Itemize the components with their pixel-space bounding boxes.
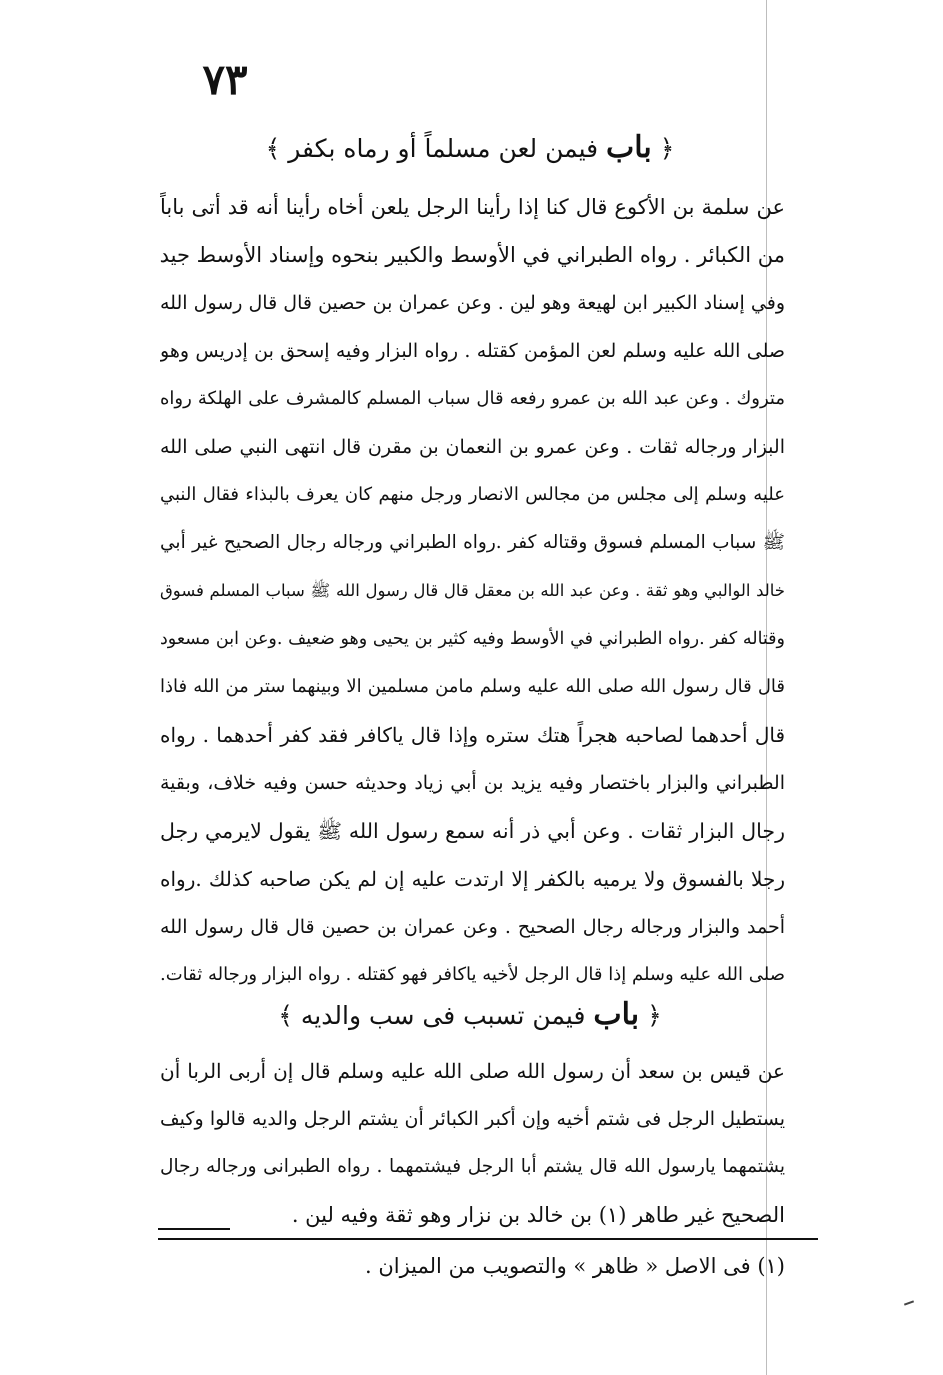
page-number: ٧٣ (202, 55, 248, 104)
heading-title: فيمن تسبب فى سب والديه (300, 1001, 586, 1030)
text-line: عن قيس بن سعد أن رسول الله صلى الله عليه وسلم قال إن أربى الربا أن (160, 1059, 785, 1083)
text-line: عليه وسلم إلى مجلس من مجالس الانصار ورجل منهم كان يعرف بالبذاء فقال النبي (160, 484, 785, 505)
text-line: متروك . وعن عبد الله بن عمرو رفعه قال سباب المسلم كالمشرف على الهلكة رواه (160, 388, 785, 409)
text-line: رجلا بالفسوق ولا يرميه بالكفر إلا ارتدت عليه إن لم يكن صاحبه كذلك .رواه (160, 867, 785, 891)
heading-open-bracket: ﴿ (647, 1001, 662, 1030)
text-line: صلى الله عليه وسلم إذا قال الرجل لأخيه ياكافر فهو كقتله . رواه البزار ورجاله ثقات. (160, 964, 785, 985)
text-line: يستطيل الرجل فى شتم أخيه وإن أكبر الكبائر أن يشتم الرجل والديه قالوا وكيف (160, 1108, 785, 1130)
text-line: الصحيح غير طاهر (١) بن خالد بن نزار وهو ثقة وفيه لين . (291, 1203, 785, 1227)
text-line: خالد الوالبي وهو ثقة . وعن عبد الله بن معقل قال قال رسول الله ﷺ سباب المسلم فسوق (160, 581, 785, 600)
text-line: عن سلمة بن الأكوع قال كنا إذا رأينا الرجل يلعن أخاه رأينا أنه قد أتى باباً (160, 195, 785, 219)
heading-close-bracket: ﴾ (278, 1001, 293, 1030)
text-line: وقتاله كفر .رواه الطبراني في الأوسط وفيه كثير بن يحيى وهو ضعيف .وعن ابن مسعود (160, 629, 785, 649)
scan-speck (904, 1300, 914, 1305)
chapter-heading-1 (160, 128, 780, 169)
text-line: وفي إسناد الكبير ابن لهيعة وهو لين . وعن عمران بن حصين قال قال رسول الله (160, 292, 785, 314)
heading-title: فيمن لعن مسلماً أو رماه بكفر (288, 134, 599, 163)
heading-close-bracket: ﴾ (265, 134, 281, 163)
text-line: قال أحدهما لصاحبه هجراً هتك ستره وإذا قال ياكافر فقد كفر أحدهما . رواه (160, 723, 785, 747)
footnote-separator (158, 1238, 818, 1240)
text-line: صلى الله عليه وسلم لعن المؤمن كقتله . رواه البزار وفيه إسحق بن إدريس وهو (160, 340, 785, 362)
footnote: (١) فى الاصل « ظاهر » والتصويب من الميزان . (364, 1254, 785, 1278)
heading-keyword: باب (606, 130, 652, 165)
section-1-body (160, 183, 785, 999)
text-line: أحمد والبزار ورجاله رجال الصحيح . وعن عمران بن حصين قال قال رسول الله (160, 916, 785, 938)
text-line: ﷺ سباب المسلم فسوق وقتاله كفر .رواه الطبراني ورجاله رجال الصحيح غير أبي (160, 532, 785, 553)
text-line: من الكبائر . رواه الطبراني في الأوسط والكبير بنحوه وإسناد الأوسط جيد (160, 243, 785, 267)
heading-keyword: باب (593, 997, 640, 1032)
heading-open-bracket: ﴿ (659, 134, 675, 163)
text-line: يشتمهما يارسول الله قال يشتم أبا الرجل فيشتمهما . رواه الطبرانى ورجاله رجال (160, 1156, 785, 1177)
text-line: البزار ورجاله ثقات . وعن عمرو بن النعمان بن مقرن قال انتهى النبي صلى الله (160, 436, 785, 458)
text-line: قال قال رسول الله صلى الله عليه وسلم مامن مسلمين الا وبينهما ستر من الله فاذا (160, 676, 785, 697)
section-2-body (160, 1047, 785, 1239)
text-line: الطبراني والبزار باختصار وفيه يزيد بن أبي زياد وحديثه حسن وفيه خلاف، وبقية (160, 772, 785, 794)
chapter-heading-2 (160, 995, 780, 1036)
footnote-separator-short (158, 1228, 230, 1230)
text-line: رجال البزار ثقات . وعن أبي ذر أنه سمع رسول الله ﷺ يقول لايرمي رجل (160, 819, 785, 843)
